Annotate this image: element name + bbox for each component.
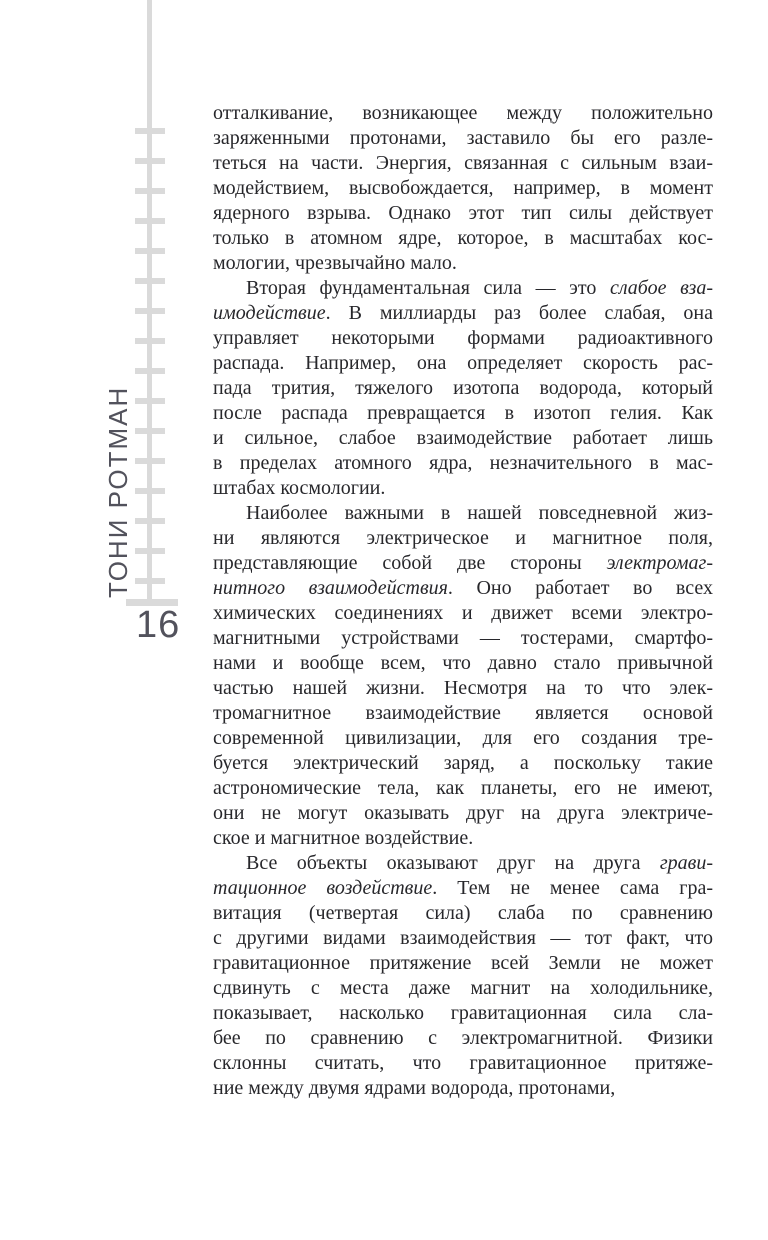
paragraph: [213, 276, 713, 501]
text-line: [213, 101, 713, 126]
text-line: [213, 1076, 713, 1101]
text-line: [213, 226, 713, 251]
text-run: представляющие собой две стороны: [213, 552, 607, 574]
text-line: [213, 826, 713, 851]
rule-tick: [135, 548, 165, 554]
text-line: [213, 651, 713, 676]
rule-tick: [135, 338, 165, 344]
text-line: [213, 976, 713, 1001]
rule-tick: [135, 458, 165, 464]
rule-tick: [135, 518, 165, 524]
text-run: буется электрический заряд, а поскольку такие: [213, 752, 713, 774]
text-line: [213, 626, 713, 651]
rule-tick: [135, 158, 165, 164]
text-run: ние между двумя ядрами водорода, протонами,: [213, 1077, 616, 1099]
text-line: [213, 601, 713, 626]
paragraph: [213, 851, 713, 1101]
text-run: нами и вообще всем, что давно стало привычной: [213, 652, 713, 674]
text-line: [213, 901, 713, 926]
rule-tick: [135, 368, 165, 374]
text-line: [213, 301, 713, 326]
text-line: [213, 401, 713, 426]
margin-rule-line: [147, 0, 152, 603]
text-run: магнитными устройствами — тостерами, смартфо-: [213, 627, 713, 649]
text-run: модействием, высвобождается, например, в момент: [213, 177, 713, 199]
text-run: бее по сравнению с электромагнитной. Физики: [213, 1027, 713, 1049]
text-line: [213, 576, 713, 601]
text-line: [213, 151, 713, 176]
text-line: [213, 751, 713, 776]
text-run: сдвинуть с места даже магнит на холодильнике,: [213, 977, 713, 999]
text-line: [213, 451, 713, 476]
text-run: витация (четвертая сила) слаба по сравнению: [213, 902, 713, 924]
text-run: . Тем не менее сама гра-: [432, 877, 713, 899]
text-run: теться на части. Энергия, связанная с сильным взаи-: [213, 152, 713, 174]
text-run: только в атомном ядре, которое, в масштабах кос-: [213, 227, 713, 249]
text-line: [213, 126, 713, 151]
text-run: частью нашей жизни. Несмотря на то что элек-: [213, 677, 713, 699]
text-run: они не могут оказывать друг на друга электриче-: [213, 802, 713, 824]
text-run: астрономические тела, как планеты, его не имеют,: [213, 777, 713, 799]
text-run: с другими видами взаимодействия — тот факт, что: [213, 927, 713, 949]
text-run: . Оно работает во всех: [447, 577, 713, 599]
text-column: [213, 101, 713, 1101]
italic-text-run: нитного взаимодействия: [213, 577, 448, 599]
text-line: [213, 701, 713, 726]
rule-tick: [135, 488, 165, 494]
rule-tick: [135, 578, 165, 584]
text-run: ни являются электрическое и магнитное поля,: [213, 527, 713, 549]
text-run: заряженными протонами, заставило бы его разле-: [213, 127, 713, 149]
text-line: [213, 351, 713, 376]
text-run: Все объекты оказывают друг на друга: [246, 852, 660, 874]
text-line: [213, 251, 713, 276]
text-line: [213, 876, 713, 901]
text-run: химических соединениях и движет всеми электро-: [213, 602, 713, 624]
text-run: . В миллиарды раз более слабая, она: [325, 302, 713, 324]
text-run: управляет некоторыми формами радиоактивного: [213, 327, 713, 349]
text-run: тромагнитное взаимодействие является основой: [213, 702, 713, 724]
rule-tick: [135, 308, 165, 314]
text-line: [213, 951, 713, 976]
text-run: ядерного взрыва. Однако этот тип силы действует: [213, 202, 713, 224]
text-line: [213, 551, 713, 576]
paragraph: [213, 101, 713, 276]
text-line: [213, 526, 713, 551]
italic-text-run: тационное воздействие: [213, 877, 433, 899]
italic-text-run: имодействие: [213, 302, 326, 324]
text-run: Вторая фундаментальная сила — это: [246, 277, 610, 299]
text-line: [213, 501, 713, 526]
text-line: [213, 326, 713, 351]
text-line: [213, 801, 713, 826]
text-run: мологии, чрезвычайно мало.: [213, 252, 457, 274]
italic-text-run: слабое вза-: [609, 277, 713, 299]
text-run: склонны считать, что гравитационное притяже-: [213, 1052, 713, 1074]
italic-text-run: грави-: [659, 852, 713, 874]
text-run: ское и магнитное воздействие.: [213, 827, 474, 849]
text-line: [213, 1026, 713, 1051]
text-run: распада. Например, она определяет скорость рас-: [213, 352, 713, 374]
text-run: отталкивание, возникающее между положительно: [213, 102, 713, 124]
text-line: [213, 1001, 713, 1026]
text-line: [213, 376, 713, 401]
text-run: штабах космологии.: [213, 477, 386, 499]
text-line: [213, 676, 713, 701]
text-line: [213, 201, 713, 226]
author-vertical-label: ТОНИ РОТМАН: [103, 385, 133, 598]
rule-tick: [135, 398, 165, 404]
page-number: 16: [136, 604, 181, 646]
text-line: [213, 926, 713, 951]
text-line: [213, 1051, 713, 1076]
text-run: и сильное, слабое взаимодействие работает лишь: [213, 427, 713, 449]
text-run: Наиболее важными в нашей повседневной жиз-: [246, 502, 713, 524]
paragraph: [213, 501, 713, 851]
text-run: в пределах атомного ядра, незначительного в мас-: [213, 452, 713, 474]
text-line: [213, 176, 713, 201]
text-line: [213, 851, 713, 876]
text-run: современной цивилизации, для его создания тре-: [213, 727, 713, 749]
rule-tick: [135, 248, 165, 254]
text-run: гравитационное притяжение всей Земли не может: [213, 952, 713, 974]
rule-tick: [135, 128, 165, 134]
text-line: [213, 726, 713, 751]
text-line: [213, 476, 713, 501]
text-run: после распада превращается в изотоп гелия. Как: [213, 402, 713, 424]
text-run: пада трития, тяжелого изотопа водорода, который: [213, 377, 713, 399]
rule-tick: [135, 428, 165, 434]
rule-tick: [135, 218, 165, 224]
rule-tick: [135, 188, 165, 194]
text-run: показывает, насколько гравитационная сила сла-: [213, 1002, 713, 1024]
text-line: [213, 276, 713, 301]
text-line: [213, 776, 713, 801]
text-line: [213, 426, 713, 451]
rule-tick: [135, 278, 165, 284]
italic-text-run: электромаг-: [606, 552, 713, 574]
